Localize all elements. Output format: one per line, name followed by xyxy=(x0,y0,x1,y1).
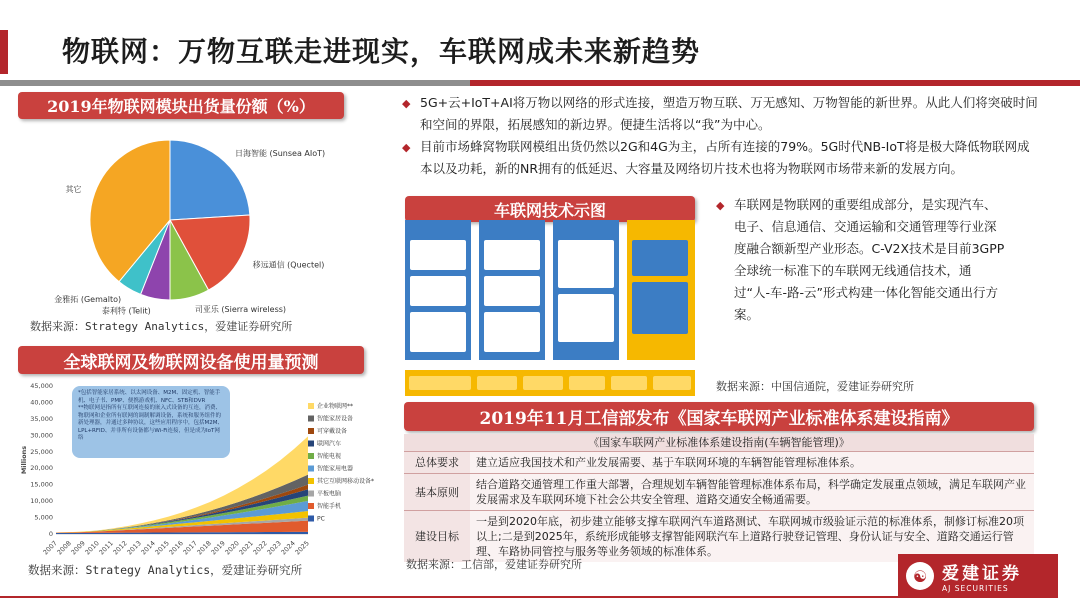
diagram-box xyxy=(632,282,688,334)
diagram-box xyxy=(632,240,688,276)
bullet-text: 目前市场蜂窝物联网模组出货仍然以2G和4G为主，占所有连接的79%。5G时代NB-IoT将是极大降低物联网成本以及功耗，新的NR拥有的低延迟、大容量及网络切片技术也将为物联网市场带来新的发展方向。 xyxy=(420,139,1030,176)
diagram-bottom-bar xyxy=(405,370,695,396)
legend-swatch xyxy=(308,403,314,409)
diagram-box xyxy=(558,240,614,288)
diamond-bullet-icon: ◆ xyxy=(402,97,411,110)
x-tick-label: 2014 xyxy=(139,539,157,557)
logo-english-name: AJ SECURITIES xyxy=(942,584,1009,593)
area-chart-callout: *包括智能家居系统、以太网设备、M2M、固定机、智能手机、电子书、PMP、便携游戏机、NFC、STB和DVR **物联网是指所有互联网连接的嵌入式设备的互连，消费、物联网和企业所有联网的调制解调设备，系统和服务组件的新处理器，并通过多种协议，这些应用程序中，包括M2M、LPL+RFID、并非所有设备都与Wi-Fi连接，但是成为IoT网络 xyxy=(72,386,230,458)
pie-source: 数据来源：Strategy Analytics，爱建证券研究所 xyxy=(30,320,293,333)
legend-label: 智能手机 xyxy=(317,503,342,510)
diagram-column-header xyxy=(627,220,695,236)
standard-table xyxy=(404,434,1034,562)
bullet-text: 车联网是物联网的重要组成部分，是实现汽车、电子、信息通信、交通运输和交通管理等行业深度融合额新型产业形态。C-V2X技术是目前3GPP全球统一标准下的车联网无线通信技术，通过“人-车-路-云”形式构建一体化智能交通出行方案。 xyxy=(734,197,1005,322)
area-source: 数据来源：Strategy Analytics，爱建证券研究所 xyxy=(28,563,303,577)
diagram-box xyxy=(484,240,540,270)
y-tick-label: 5,000 xyxy=(34,513,53,522)
x-tick-label: 2019 xyxy=(209,539,227,557)
legend-swatch xyxy=(308,441,314,447)
diagram-pill xyxy=(569,376,605,390)
table-row-label: 基本原则 xyxy=(404,474,470,511)
diagram-column-header xyxy=(479,220,545,236)
legend-swatch xyxy=(308,516,314,522)
x-tick-label: 2012 xyxy=(111,539,129,557)
bullet-item xyxy=(716,194,1006,326)
y-tick-label: 40,000 xyxy=(30,398,53,407)
table-row-value: 一是到2020年底，初步建立能够支撑车联网汽车道路测试、车联网城市级验证示范的标准体系，制修订标准20项以上;二是到2025年，系统形成能够支撑智能网联汽车上道路行驶登记管理、身份认证与安全、道路交通运行管理、车路协同管控与服务等业务领域的标准体系。 xyxy=(470,511,1034,563)
bullet-item xyxy=(402,136,1042,180)
x-tick-label: 2023 xyxy=(265,539,283,557)
diagram-box xyxy=(558,294,614,342)
y-tick-label: 25,000 xyxy=(30,447,53,456)
table-row-label: 总体要求 xyxy=(404,452,470,474)
legend-label: 联网汽车 xyxy=(317,440,342,448)
legend-swatch xyxy=(308,453,314,459)
table-row-label: 建设目标 xyxy=(404,511,470,563)
x-tick-label: 2018 xyxy=(195,539,213,557)
legend-swatch xyxy=(308,428,314,434)
y-tick-label: 30,000 xyxy=(30,431,53,440)
area-chart-banner: 全球联网及物联网设备使用量预测 xyxy=(18,346,364,374)
x-tick-label: 2021 xyxy=(237,539,255,557)
pie-slice-label: 移远通信 (Quectel) xyxy=(252,260,325,270)
table-title: 《国家车联网产业标准体系建设指南(车辆智能管理)》 xyxy=(404,434,1034,452)
diagram-pill xyxy=(409,376,471,390)
diagram-column-header xyxy=(405,220,471,236)
y-tick-label: 15,000 xyxy=(30,480,53,489)
legend-swatch xyxy=(308,466,314,472)
pie-slice-label: 金雅拓 (Gemalto) xyxy=(54,295,122,305)
legend-label: 智能家居设备 xyxy=(317,415,354,423)
diagram-column xyxy=(479,220,545,360)
x-tick-label: 2022 xyxy=(251,539,269,557)
diagram-column xyxy=(405,220,471,360)
x-tick-label: 2007 xyxy=(41,539,59,557)
title-underline-grey xyxy=(0,80,470,86)
diagram-column xyxy=(627,220,695,360)
diamond-bullet-icon: ◆ xyxy=(402,141,411,154)
legend-label: 智能家用电器 xyxy=(317,465,354,473)
legend-swatch xyxy=(308,478,314,484)
x-tick-label: 2009 xyxy=(69,539,87,557)
diagram-pill xyxy=(477,376,517,390)
diagram-column-header xyxy=(553,220,619,236)
diagram-pill xyxy=(611,376,647,390)
table-row-value: 建立适应我国技术和产业发展需要、基于车联网环境的车辆智能管理标准体系。 xyxy=(470,452,1034,474)
diagram-box xyxy=(410,312,466,352)
x-tick-label: 2013 xyxy=(125,539,143,557)
table-row xyxy=(404,474,1034,511)
standard-source: 数据来源：工信部，爱建证券研究所 xyxy=(406,558,582,571)
pie-chart xyxy=(20,120,350,318)
legend-label: 企业物联网** xyxy=(317,403,354,410)
legend-swatch xyxy=(308,491,314,497)
diagram-column xyxy=(553,220,619,360)
legend-label: 平板电脑 xyxy=(317,490,342,498)
y-tick-label: 20,000 xyxy=(30,464,53,473)
table-row xyxy=(404,452,1034,474)
diagram-pill xyxy=(653,376,691,390)
x-tick-label: 2008 xyxy=(55,539,73,557)
pie-slice-label: 泰利特 (Telit) xyxy=(101,306,151,316)
x-tick-label: 2011 xyxy=(97,539,115,557)
y-axis-label: Millions xyxy=(20,445,28,475)
table-row-value: 结合道路交通管理工作重大部署，合理规划车辆智能管理标准体系布局，科学确定发展重点领域，满足车联网产业发展需求及车联网环境下社会公共安全管理、道路交通安全畅通需要。 xyxy=(470,474,1034,511)
legend-swatch xyxy=(308,416,314,422)
x-tick-label: 2025 xyxy=(293,539,311,557)
pie-slice-label: 司亚乐 (Sierra wireless) xyxy=(194,305,287,315)
legend-swatch xyxy=(308,503,314,509)
pie-slice-label: 日海智能 (Sunsea AIoT) xyxy=(234,148,326,158)
diagram-banner: 车联网技术示图 xyxy=(405,196,695,222)
logo-chinese-name: 爱建证券 xyxy=(942,564,1022,584)
diagram-box xyxy=(484,276,540,306)
title-underline-red xyxy=(470,80,1080,86)
page-title: 物联网：万物互联走进现实，车联网成未来新趋势 xyxy=(62,35,701,68)
x-tick-label: 2016 xyxy=(167,539,185,557)
pie-slice-label: 其它 xyxy=(65,184,82,194)
legend-label: PC xyxy=(317,515,325,523)
title-accent-bar xyxy=(0,30,8,74)
x-tick-label: 2015 xyxy=(153,539,171,557)
y-tick-label: 10,000 xyxy=(30,497,53,506)
v2x-diagram xyxy=(405,220,695,398)
v2x-bullet xyxy=(716,194,1006,326)
standard-banner: 2019年11月工信部发布《国家车联网产业标准体系建设指南》 xyxy=(404,402,1034,431)
y-tick-label: 35,000 xyxy=(30,414,53,423)
legend-label: 智能电视 xyxy=(317,453,342,460)
diamond-bullet-icon: ◆ xyxy=(716,199,725,212)
logo-mark-icon: ☯ xyxy=(906,562,934,590)
diagram-source: 数据来源：中国信通院，爱建证券研究所 xyxy=(716,380,914,393)
diagram-pill xyxy=(523,376,563,390)
y-tick-label: 45,000 xyxy=(30,382,53,390)
y-tick-label: 0 xyxy=(48,530,53,538)
table-header-row xyxy=(404,434,1034,452)
bullet-text: 5G+云+IoT+AI将万物以网络的形式连接，塑造万物互联、万无感知、万物智能的新世界。从此人们将突破时间和空间的界限，拓展感知的新边界。便捷生活将以“我”为中心。 xyxy=(420,95,1038,132)
legend-label: 可穿戴设备 xyxy=(317,428,348,435)
legend-label: 其它互联网移动设备* xyxy=(317,478,375,485)
x-tick-label: 2024 xyxy=(279,539,297,557)
bullet-item xyxy=(402,92,1042,136)
company-logo xyxy=(898,554,1058,598)
intro-bullets xyxy=(402,92,1042,180)
pie-chart-banner: 2019年物联网模块出货量份额（%） xyxy=(18,92,344,119)
footer-line xyxy=(0,596,898,598)
diagram-box xyxy=(484,312,540,352)
x-tick-label: 2017 xyxy=(181,539,199,557)
x-tick-label: 2010 xyxy=(83,539,101,557)
x-tick-label: 2020 xyxy=(223,539,241,557)
diagram-box xyxy=(410,240,466,270)
diagram-box xyxy=(410,276,466,306)
